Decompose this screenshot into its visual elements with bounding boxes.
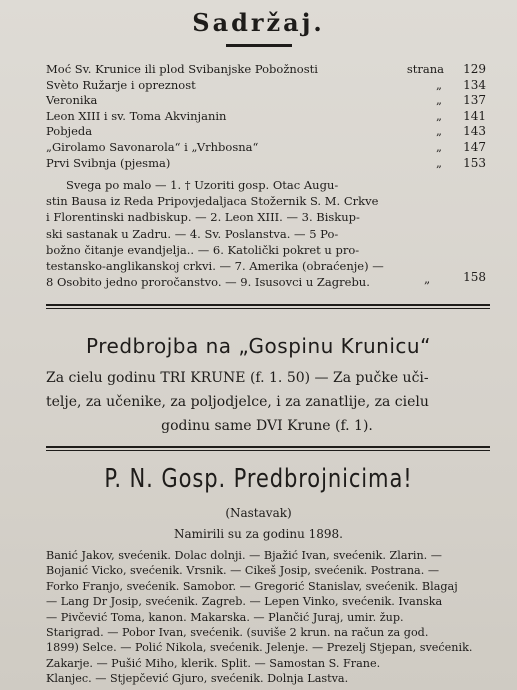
toc-entry (46, 62, 486, 78)
toc-entry-page: 134 (463, 77, 486, 92)
subscriber-line: Starigrad. — Pobor Ivan, svećenik. (suviše 2 krun. na račun za god. (46, 626, 429, 640)
toc-desc-line: stin Bausa iz Reda Pripovjedaljaca Stožernik S. M. Crkve (46, 194, 379, 209)
toc-entry (46, 78, 486, 94)
toc-ditto-mark: „ (436, 93, 442, 108)
subscriber-line: Banić Jakov, svećenik. Dolac dolnji. — Bjažić Ivan, svećenik. Zlarin. — (46, 549, 442, 562)
toc-desc-page: 158 (463, 270, 486, 284)
page-title: Sadržaj. (192, 8, 325, 37)
toc-strana-label: strana (406, 62, 444, 76)
subscriber-line: Klanjec. — Stjepčević Gjuro, svećenik. Dolnja Lastva. (46, 672, 349, 686)
toc-entry-page: 147 (463, 139, 486, 154)
subscriber-line: 1899) Selce. — Polić Nikola, svećenik. Jelenje. — Prezelj Stjepan, svećenik. (46, 641, 473, 655)
toc-entry-title: „Girolamo Savonarola“ i „Vrhbosna“ (46, 139, 259, 154)
toc-entry (46, 109, 486, 125)
toc-desc-line: ski sastanak u Zadru. — 4. Sv. Poslanstva. — 5 Po- (46, 226, 339, 241)
table-of-contents (46, 62, 486, 171)
toc-ditto-mark: „ (436, 155, 442, 170)
toc-ditto-mark: „ (424, 272, 431, 286)
toc-ditto-mark: „ (436, 77, 442, 92)
subscription-line: Za cielu godinu TRI KRUNE (f. 1. 50) — Za pučke uči- (46, 370, 429, 386)
toc-entry-page: 143 (463, 124, 486, 139)
toc-entry (46, 93, 486, 109)
toc-ditto-mark: „ (436, 124, 442, 139)
toc-desc-line: i Florentinski nadbiskup. — 2. Leon XIII. — 3. Biskup- (46, 210, 360, 225)
section-divider (46, 308, 490, 309)
subscription-line: godinu same DVI Krune (f. 1). (161, 418, 373, 434)
toc-entry-title: Svèto Ružarje i opreznost (46, 77, 196, 92)
toc-entry-title: Moć Sv. Krunice ili plod Svibanjske Pobožnosti (46, 62, 318, 76)
section-divider (46, 304, 490, 306)
toc-entry-title: Prvi Svibnja (pjesma) (46, 155, 171, 170)
subscribers-heading: P. N. Gosp. Predbrojnicima! (104, 464, 413, 494)
title-underline (226, 44, 292, 47)
subscription-heading: Predbrojba na „Gospinu Krunicu“ (86, 334, 431, 358)
toc-entry-title: Pobjeda (46, 124, 93, 139)
subscriber-line: Zakarje. — Pušić Miho, klerik. Split. — Samostan S. Frane. (46, 656, 381, 670)
toc-entry-page: 141 (463, 108, 486, 123)
toc-ditto-mark: „ (436, 108, 442, 123)
subscription-text (46, 366, 488, 438)
subscribers-year-line: Namirili su za godinu 1898. (174, 527, 343, 541)
toc-desc-line: 8 Osobito jedno proročanstvo. — 9. Isusovci u Zagrebu. (46, 275, 370, 290)
toc-entry-page: 129 (463, 62, 486, 76)
section-divider (46, 446, 490, 448)
subscriber-line: Forko Franjo, svećenik. Samobor. — Gregorić Stanislav, svećenik. Blagaj (46, 579, 458, 593)
toc-entry-page: 153 (463, 155, 486, 170)
toc-miscellany-entry (46, 177, 438, 290)
toc-desc-line: Svega po malo — 1. † Uzoriti gosp. Otac Augu- (66, 178, 339, 192)
subscribers-list (46, 548, 490, 687)
toc-entry (46, 140, 486, 156)
subscriber-line: — Pivčević Toma, kanon. Makarska. — Plančić Juraj, umir. žup. (46, 610, 404, 624)
toc-desc-line: božno čitanje evandjelja.. — 6. Katolički pokret u pro- (46, 242, 360, 257)
toc-ditto-mark: „ (436, 139, 442, 154)
toc-entry (46, 124, 486, 140)
subscribers-subtitle: (Nastavak) (225, 506, 292, 520)
subscriber-line: Bojanić Vicko, svećenik. Vrsnik. — Cikeš Josip, svećenik. Postrana. — (46, 564, 440, 578)
toc-entry-title: Veronika (46, 93, 98, 108)
subscriber-line: — Lang Dr Josip, svećenik. Zagreb. — Lepen Vinko, svećenik. Ivanska (46, 595, 443, 609)
toc-desc-line: testansko-anglikanskoj crkvi. — 7. Amerika (obraćenje) — (46, 259, 384, 274)
toc-entry-title: Leon XIII i sv. Toma Akvinjanin (46, 108, 227, 123)
toc-entry (46, 156, 486, 172)
section-divider (46, 450, 490, 451)
subscription-line: telje, za učenike, za poljodjelce, i za zanatlije, za cielu (46, 394, 429, 410)
toc-entry-page: 137 (463, 93, 486, 108)
